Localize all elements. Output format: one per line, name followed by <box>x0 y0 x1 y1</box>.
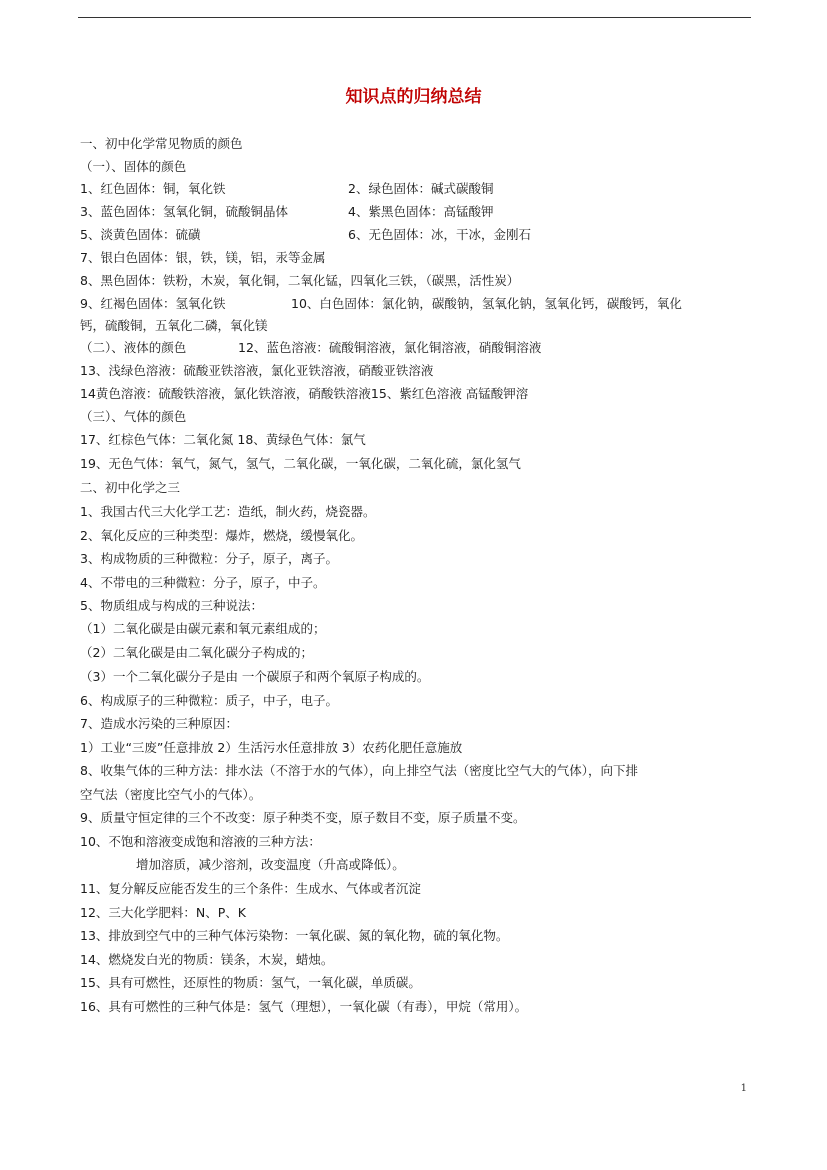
list-item: 13、浅绿色溶液：硫酸亚铁溶液，氯化亚铁溶液，硝酸亚铁溶液 <box>80 363 434 378</box>
list-item: 1、我国古代三大化学工艺：造纸，制火药，烧瓷器。 <box>80 504 376 519</box>
list-item <box>80 180 494 198</box>
list-item: 2、氧化反应的三种类型：爆炸，燃烧，缓慢氧化。 <box>80 528 363 543</box>
list-item: 14黄色溶液：硫酸铁溶液，氯化铁溶液，硝酸铁溶液15、紫红色溶液 高锰酸钾溶 <box>80 386 529 401</box>
list-item: 8、收集气体的三种方法：排水法（不溶于水的气体），向上排空气法（密度比空气大的气体），向下排 <box>80 763 638 778</box>
list-item: 13、排放到空气中的三种气体污染物：一氧化碳、氮的氧化物，硫的氧化物。 <box>80 928 509 943</box>
list-item <box>80 339 542 357</box>
list-item: 5、物质组成与构成的三种说法： <box>80 598 263 613</box>
list-item: 8、黑色固体：铁粉，木炭，氧化铜，二氧化锰，四氧化三铁，（碳黑，活性炭） <box>80 273 520 288</box>
list-item: （2）二氧化碳是由二氧化碳分子构成的； <box>80 645 313 660</box>
item-3: 3、蓝色固体：氢氧化铜，硫酸铜晶体 <box>80 204 288 219</box>
subsection-heading-solid: （一）、固体的颜色 <box>80 159 187 174</box>
header-rule <box>78 17 751 18</box>
list-item: 19、无色气体：氧气，氮气，氢气，二氧化碳，一氧化碳，二氧化硫，氯化氢气 <box>80 456 521 471</box>
list-item: 10、不饱和溶液变成饱和溶液的三种方法： <box>80 834 321 849</box>
list-item: 6、构成原子的三种微粒：质子，中子，电子。 <box>80 693 338 708</box>
item-12: 12、蓝色溶液：硫酸铜溶液，氯化铜溶液，硝酸铜溶液 <box>238 340 542 355</box>
list-item <box>80 203 494 221</box>
list-item: 9、质量守恒定律的三个不改变：原子种类不变，原子数目不变，原子质量不变。 <box>80 810 526 825</box>
item-1: 1、红色固体：铜，氧化铁 <box>80 181 226 196</box>
list-item: 7、银白色固体：银，铁，镁，铝，汞等金属 <box>80 250 326 265</box>
document-title: 知识点的归纳总结 <box>345 87 482 107</box>
section-heading-1: 一、初中化学常见物质的颜色 <box>80 136 243 151</box>
list-item: 15、具有可燃性，还原性的物质：氢气，一氧化碳，单质碳。 <box>80 975 421 990</box>
list-item: 7、造成水污染的三种原因： <box>80 716 238 731</box>
item-5: 5、淡黄色固体：硫磺 <box>80 227 201 242</box>
item-9: 9、红褐色固体：氢氧化铁 <box>80 296 226 311</box>
list-item-continued: 增加溶质，减少溶剂，改变温度（升高或降低）。 <box>136 857 405 872</box>
list-item: 3、构成物质的三种微粒：分子，原子，离子。 <box>80 551 338 566</box>
list-item <box>80 226 531 244</box>
section-heading-2: 二、初中化学之三 <box>80 480 181 495</box>
list-item: 12、三大化学肥料：N、P、K <box>80 905 246 920</box>
list-item: （3）一个二氧化碳分子是由 一个碳原子和两个氧原子构成的。 <box>80 669 430 684</box>
item-4: 4、紫黑色固体：高锰酸钾 <box>348 204 494 219</box>
subsection-heading-liquid: （二）、液体的颜色 <box>80 340 187 355</box>
page-number: 1 <box>740 1083 747 1094</box>
item-6: 6、无色固体：冰，干冰，金刚石 <box>348 227 531 242</box>
list-item: （1）二氧化碳是由碳元素和氧元素组成的； <box>80 621 326 636</box>
list-item-continued: 钙，硫酸铜，五氧化二磷，氧化镁 <box>80 318 268 333</box>
list-item: 17、红棕色气体：二氧化氮 18、黄绿色气体：氯气 <box>80 432 366 447</box>
list-item: 14、燃烧发白光的物质：镁条，木炭，蜡烛。 <box>80 952 334 967</box>
list-item: 11、复分解反应能否发生的三个条件：生成水、气体或者沉淀 <box>80 881 421 896</box>
item-10: 10、白色固体：氯化钠，碳酸钠，氢氧化钠，氢氧化钙，碳酸钙，氧化 <box>291 296 682 311</box>
subsection-heading-gas: （三）、气体的颜色 <box>80 409 187 424</box>
list-item-continued: 空气法（密度比空气小的气体）。 <box>80 787 262 802</box>
list-item: 4、不带电的三种微粒：分子，原子，中子。 <box>80 575 326 590</box>
list-item <box>80 295 682 313</box>
list-item: 1）工业“三废”任意排放 2）生活污水任意排放 3）农药化肥任意施放 <box>80 740 463 755</box>
item-2: 2、绿色固体：碱式碳酸铜 <box>348 181 494 196</box>
list-item: 16、具有可燃性的三种气体是：氢气（理想），一氧化碳（有毒），甲烷（常用）。 <box>80 999 528 1014</box>
